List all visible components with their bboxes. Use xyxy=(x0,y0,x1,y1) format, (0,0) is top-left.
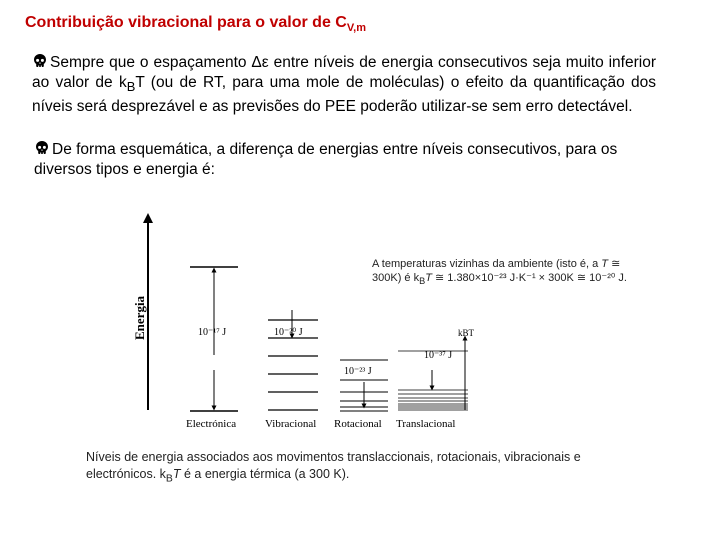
figure-caption: Níveis de energia associados aos movimentos translaccionais, rotacionais, vibracionais e electrónicos. $k_BT$ é a energia térmica (a 300 K). xyxy=(86,450,581,485)
column-label-electronic: Electrónica xyxy=(186,418,237,430)
ambient-temperature-note: A temperaturas vizinhas da ambiente (isto é, a T ≅ 300K) é $k_BT$ ≅ 1.380×10⁻²³ J·K⁻¹ × 300K ≅ 10⁻²⁰ J. xyxy=(372,258,627,287)
energy-axis-label: Energia xyxy=(132,295,147,340)
column-label-translational: Translacional xyxy=(396,418,456,430)
column-label-vibrational: Vibracional xyxy=(265,418,317,430)
paragraph-energy-diagram-intro: De forma esquemática, a diferença de energias entre níveis consecutivos, para os diversos tipos e energia é: xyxy=(34,141,618,178)
slide-title: Contribuição vibracional para o valor de $C_{V,m}$ xyxy=(25,14,367,35)
kbt-label: kBT xyxy=(458,328,475,338)
column-label-rotational: Rotacional xyxy=(334,418,382,430)
spacing-label-translational: 10⁻³⁷ J xyxy=(424,350,453,361)
spacing-label-rotational: 10⁻²³ J xyxy=(344,366,372,377)
paragraph-spacing-condition: Sempre que o espaçamento Δε entre níveis de energia consecutivos seja muito inferior ao valor de $k_BT$ (ou de RT, para uma mole de moléculas) o efeito da quantificação dos níveis será desprezável e as previsões do PEE poderão utilizar-se sem erro detectável. xyxy=(32,54,656,116)
energy-levels-diagram xyxy=(128,210,478,435)
spacing-label-electronic: 10⁻¹⁷ J xyxy=(198,327,227,338)
skull-icon xyxy=(34,140,50,156)
spacing-label-vibrational: 10⁻²⁰ J xyxy=(274,327,303,338)
skull-icon xyxy=(32,53,48,69)
